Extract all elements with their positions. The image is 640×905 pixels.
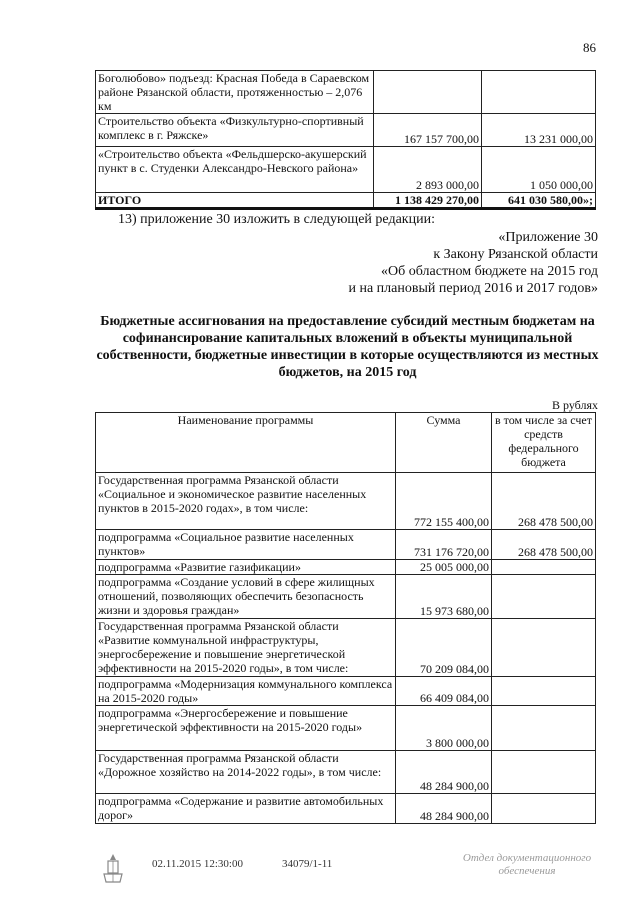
row-name: подпрограмма «Создание условий в сфере жилищных отношений, позволяющих обеспечить безопасность жизни и здоровья граждан» — [96, 575, 396, 619]
table-row — [96, 530, 596, 560]
row-sum: 25 005 000,00 — [396, 560, 492, 575]
header-name: Наименование программы — [96, 413, 396, 473]
total-label: ИТОГО — [96, 193, 374, 209]
row-sum: 66 409 084,00 — [396, 677, 492, 706]
budget-table — [95, 412, 596, 824]
row-name: Государственная программа Рязанской области «Дорожное хозяйство на 2014-2022 годы», в том числе: — [96, 751, 396, 794]
row-name: Боголюбово» подъезд: Красная Победа в Сараевском районе Рязанской области, протяженностью – 2,076 км — [96, 71, 374, 114]
appendix-line-2: к Закону Рязанской области — [433, 247, 598, 262]
document-title: Бюджетные ассигнования на предоставление субсидий местным бюджетам на софинансирование капитальных вложений в объекты муниципальной собственности, бюджетные инвестиции в которые осуществляются из местных бюджетов, на 2015 год — [96, 314, 599, 380]
row-name: подпрограмма «Модернизация коммунального комплекса на 2015-2020 годы» — [96, 677, 396, 706]
emblem-icon — [100, 852, 126, 886]
row-federal — [492, 706, 596, 751]
row-federal: 268 478 500,00 — [492, 530, 596, 560]
row-name: Государственная программа Рязанской области «Социальное и экономическое развитие населенных пунктов в 2015-2020 годах», в том числе: — [96, 473, 396, 530]
table-row — [96, 677, 596, 706]
row-sum: 772 155 400,00 — [396, 473, 492, 530]
row-name: Государственная программа Рязанской области «Развитие коммунальной инфраструктуры, энергосбережение и повышение энергетической эффективности на 2015-2020 годы», в том числе: — [96, 619, 396, 677]
row-name: подпрограмма «Развитие газификации» — [96, 560, 396, 575]
appendix-line-3: «Об областном бюджете на 2015 год — [381, 264, 598, 279]
header-sum: Сумма — [396, 413, 492, 473]
table-row — [96, 114, 596, 147]
row-federal — [492, 560, 596, 575]
row-federal — [492, 575, 596, 619]
header-row — [96, 413, 596, 473]
row-name: подпрограмма «Социальное развитие населенных пунктов» — [96, 530, 396, 560]
table-row — [96, 706, 596, 751]
intro-text: 13) приложение 30 изложить в следующей редакции: — [118, 212, 435, 227]
row-name: подпрограмма «Содержание и развитие автомобильных дорог» — [96, 794, 396, 824]
table-row — [96, 71, 596, 114]
table-row — [96, 794, 596, 824]
row-federal: 268 478 500,00 — [492, 473, 596, 530]
row-name: Строительство объекта «Физкультурно-спортивный комплекс в г. Ряжске» — [96, 114, 374, 147]
total-federal: 641 030 580,00»; — [482, 193, 596, 209]
row-federal — [492, 794, 596, 824]
row-sum: 48 284 900,00 — [396, 751, 492, 794]
continuation-table — [95, 70, 596, 210]
row-federal — [482, 71, 596, 114]
row-sum: 48 284 900,00 — [396, 794, 492, 824]
row-federal — [492, 751, 596, 794]
department-stamp: Отдел документационного обеспечения — [462, 852, 592, 877]
table-row — [96, 560, 596, 575]
total-sum: 1 138 429 270,00 — [374, 193, 482, 209]
unit-label: В рублях — [551, 398, 598, 412]
row-sum — [374, 71, 482, 114]
row-federal: 1 050 000,00 — [482, 147, 596, 193]
table-row — [96, 751, 596, 794]
footer-datetime: 02.11.2015 12:30:00 — [152, 858, 243, 870]
row-name: подпрограмма «Энергосбережение и повышение энергетической эффективности на 2015-2020 годы» — [96, 706, 396, 751]
appendix-line-4: и на плановый период 2016 и 2017 годов» — [348, 281, 598, 296]
row-sum: 167 157 700,00 — [374, 114, 482, 147]
row-sum: 2 893 000,00 — [374, 147, 482, 193]
row-sum: 15 973 680,00 — [396, 575, 492, 619]
appendix-line-1: «Приложение 30 — [498, 230, 598, 245]
row-sum: 70 209 084,00 — [396, 619, 492, 677]
table-row — [96, 575, 596, 619]
row-federal: 13 231 000,00 — [482, 114, 596, 147]
table-row — [96, 619, 596, 677]
row-sum: 3 800 000,00 — [396, 706, 492, 751]
row-federal — [492, 619, 596, 677]
row-sum: 731 176 720,00 — [396, 530, 492, 560]
header-federal: в том числе за счет средств федерального бюджета — [492, 413, 596, 473]
row-name: «Строительство объекта «Фельдшерско-акушерский пункт в с. Студенки Александро-Невского района» — [96, 147, 374, 193]
total-row — [96, 193, 596, 209]
table-row — [96, 147, 596, 193]
row-federal — [492, 677, 596, 706]
table-row — [96, 473, 596, 530]
footer-doc-id: 34079/1-11 — [282, 858, 333, 870]
page-number: 86 — [583, 40, 596, 55]
